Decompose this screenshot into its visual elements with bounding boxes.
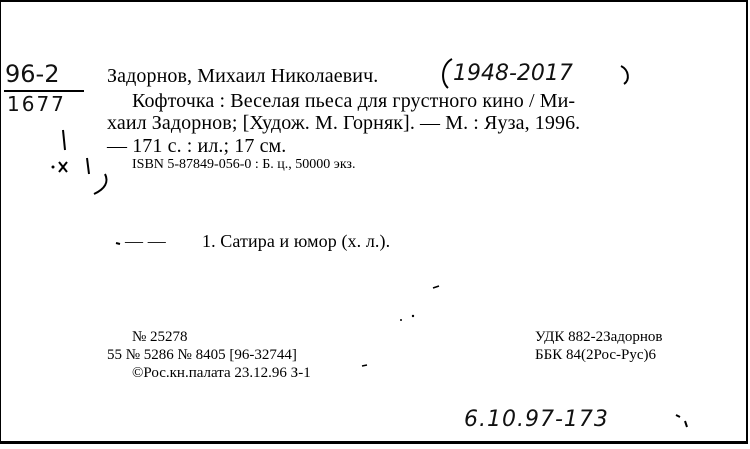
subject-dashes: — — [125,231,166,251]
chamber-imprint: ©Рос.кн.палата 23.12.96 З-1 [132,365,311,381]
bbk-code: ББК 84(2Рос-Рус)6 [535,347,656,363]
author-heading: Задорнов, Михаил Николаевич. [107,65,379,87]
shelfmark-bottom: 1677 [7,92,66,116]
isbn-line: ISBN 5-87849-056-0 : Б. ц., 50000 экз. [132,157,356,172]
author-life-dates: 1948-2017 [453,61,573,86]
shelfmark-top: 96-2 [5,60,60,88]
udk-code: УДК 882-2Задорнов [535,329,663,345]
handwritten-accession-date: 6.10.97-173 [464,407,609,432]
handwritten-marks [1,2,750,449]
registration-number: № 25278 [132,329,188,345]
title-line-2: хаил Задорнов; [Худож. М. Горняк]. — М. : Яуза, 1996. [107,112,581,134]
subject-heading: 1. Сатира и юмор (х. л.). [202,231,391,251]
title-line-3: — 171 с. : ил.; 17 см. [107,135,287,157]
title-line-1: Кофточка : Веселая пьеса для грустного кино / Ми- [132,90,576,112]
registration-numbers: 55 № 5286 № 8405 [96-32744] [107,347,297,363]
